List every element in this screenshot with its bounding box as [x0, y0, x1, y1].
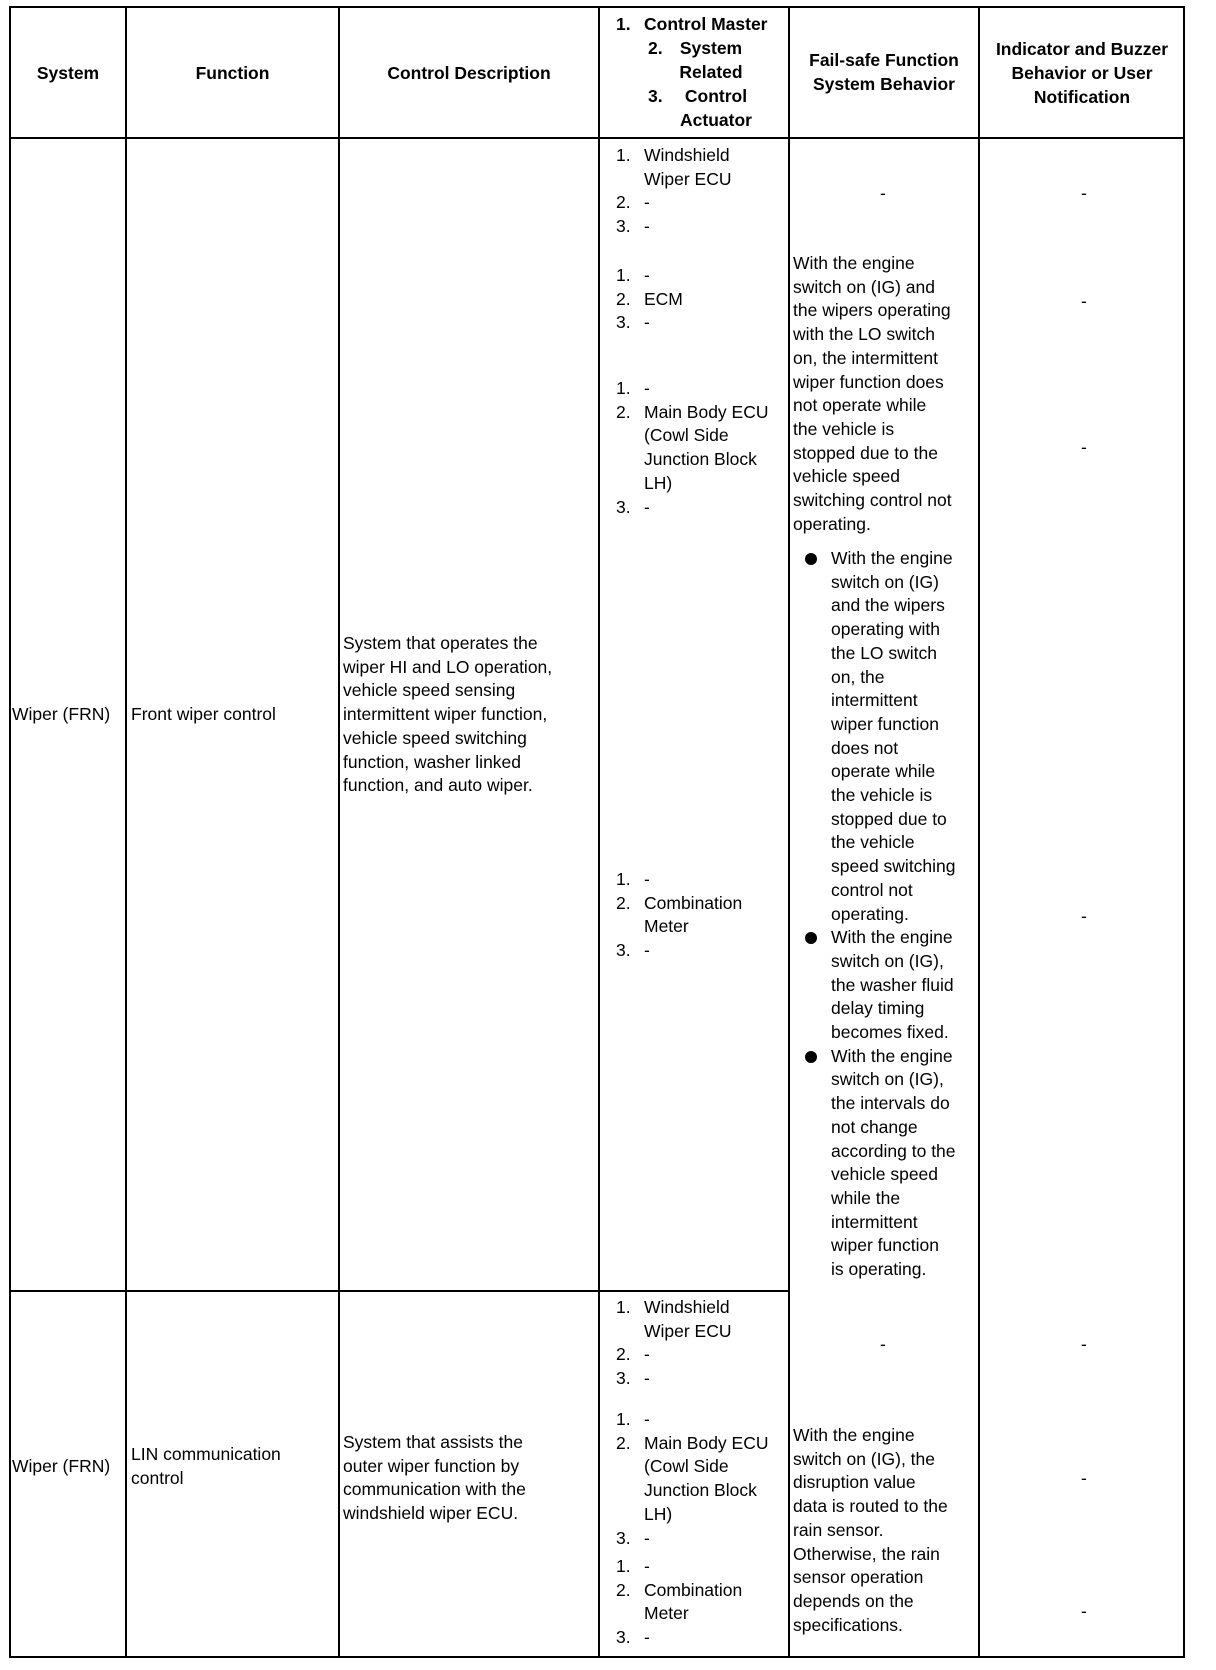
- row1-group2-indicator: -: [1081, 291, 1087, 311]
- row1-group3-indicator: -: [1081, 437, 1087, 457]
- header-indicator: Indicator and Buzzer Behavior or User Notification: [995, 39, 1169, 107]
- header-divider: [9, 137, 1185, 139]
- bullet-text: With the engine switch on (IG) and the wipers operating with the LO switch on, the intermittent wiper function does not operate while the vehicle is stopped due to the vehicle speed switching control not operating.: [831, 548, 956, 924]
- row1-group1-indicator: -: [1081, 183, 1087, 203]
- column-divider: [788, 6, 790, 1658]
- header-control-description: Control Description: [387, 63, 551, 83]
- header-role-1: Control Master: [644, 14, 768, 34]
- row1-system: Wiper (FRN): [12, 704, 111, 724]
- column-divider: [125, 6, 127, 1658]
- list-item: -: [644, 265, 650, 285]
- list-item: -: [644, 216, 650, 237]
- row2-function: LIN communication control: [131, 1444, 281, 1488]
- row2-group3-indicator: -: [1081, 1601, 1087, 1621]
- header-role-2: System Related: [679, 38, 743, 82]
- list-item: Windshield Wiper ECU: [644, 1297, 732, 1341]
- list-item: -: [644, 1527, 650, 1548]
- list-item: Combination Meter: [644, 892, 743, 937]
- list-item: -: [644, 1409, 650, 1429]
- row2-failsafe-shared: With the engine switch on (IG), the disruption value data is routed to the rain sensor. Otherwise, the rain sensor operation depends on the specifications.: [793, 1425, 948, 1635]
- header-failsafe: Fail-safe Function System Behavior: [809, 50, 959, 94]
- list-item: -: [644, 192, 650, 213]
- row1-group2-list: 1. - 2. ECM 3. -: [616, 264, 786, 335]
- header-system: System: [36, 63, 100, 83]
- row2-group2-indicator: -: [1081, 1468, 1087, 1488]
- bullet-dot: [805, 932, 817, 944]
- row1-group3-list: 1. - 2. Main Body ECU (Cowl Side Junction Block LH) 3. -: [616, 377, 786, 519]
- list-item: -: [644, 378, 650, 398]
- bullet-text: With the engine switch on (IG), the washer fluid delay timing becomes fixed.: [831, 927, 954, 1043]
- list-item: -: [644, 940, 650, 961]
- row2-control-description: System that assists the outer wiper function by communication with the windshield wiper ECU.: [343, 1432, 526, 1524]
- bullet-dot: [805, 553, 817, 565]
- list-item: -: [644, 1368, 650, 1389]
- list-item: -: [644, 1344, 650, 1365]
- column-divider: [338, 6, 340, 1658]
- row1-function: Front wiper control: [131, 704, 276, 724]
- row1-failsafe-bullets: [792, 547, 986, 1282]
- header-function: Function: [195, 63, 270, 83]
- row2-group3-list: 1. - 2. Combination Meter 3. -: [616, 1555, 786, 1650]
- row2-group2-list: 1. - 2. Main Body ECU (Cowl Side Junction Block LH) 3. -: [616, 1408, 786, 1550]
- row-divider-left: [9, 1290, 789, 1292]
- row1-group1-list: 1. Windshield Wiper ECU 2. - 3. -: [616, 144, 786, 239]
- list-item: -: [644, 1556, 650, 1576]
- header-control-roles: 1. Control Master 2. System Related 3. Control Actuator: [616, 14, 768, 130]
- list-item: ECM: [644, 288, 683, 309]
- row1-group4-indicator: -: [1081, 906, 1087, 926]
- list-item: -: [644, 496, 650, 517]
- row1-group1-failsafe: -: [880, 183, 886, 203]
- header-role-3: Control Actuator: [680, 86, 752, 130]
- list-item: Combination Meter: [644, 1579, 743, 1624]
- bullet-text: With the engine switch on (IG), the intervals do not change according to the vehicle speed while the intermittent wiper function is operating.: [831, 1045, 956, 1280]
- list-item: -: [644, 1627, 650, 1648]
- row1-control-description: System that operates the wiper HI and LO operation, vehicle speed sensing intermittent wiper function, vehicle speed switching function, washer linked function, and auto wiper.: [343, 633, 553, 796]
- bullet-dot: [805, 1051, 817, 1063]
- row2-group1-list: 1. Windshield Wiper ECU 2. - 3. -: [616, 1296, 786, 1391]
- row2-group1-failsafe: -: [880, 1334, 886, 1354]
- row1-failsafe-shared: With the engine switch on (IG) and the wipers operating with the LO switch on, the intermittent wiper function does not operate while the vehicle is stopped due to the vehicle speed switching control not operating.: [793, 253, 952, 534]
- list-item: -: [644, 312, 650, 333]
- row2-system: Wiper (FRN): [12, 1456, 111, 1476]
- row2-group1-indicator: -: [1081, 1334, 1087, 1354]
- list-item: -: [644, 869, 650, 889]
- row1-group4-list: 1. - 2. Combination Meter 3. -: [616, 868, 786, 963]
- list-item: Windshield Wiper ECU: [644, 145, 732, 189]
- list-item: Main Body ECU (Cowl Side Junction Block LH): [644, 1432, 769, 1524]
- list-item: Main Body ECU (Cowl Side Junction Block LH): [644, 401, 769, 493]
- table-border: [9, 6, 1185, 1658]
- column-divider: [598, 6, 600, 1658]
